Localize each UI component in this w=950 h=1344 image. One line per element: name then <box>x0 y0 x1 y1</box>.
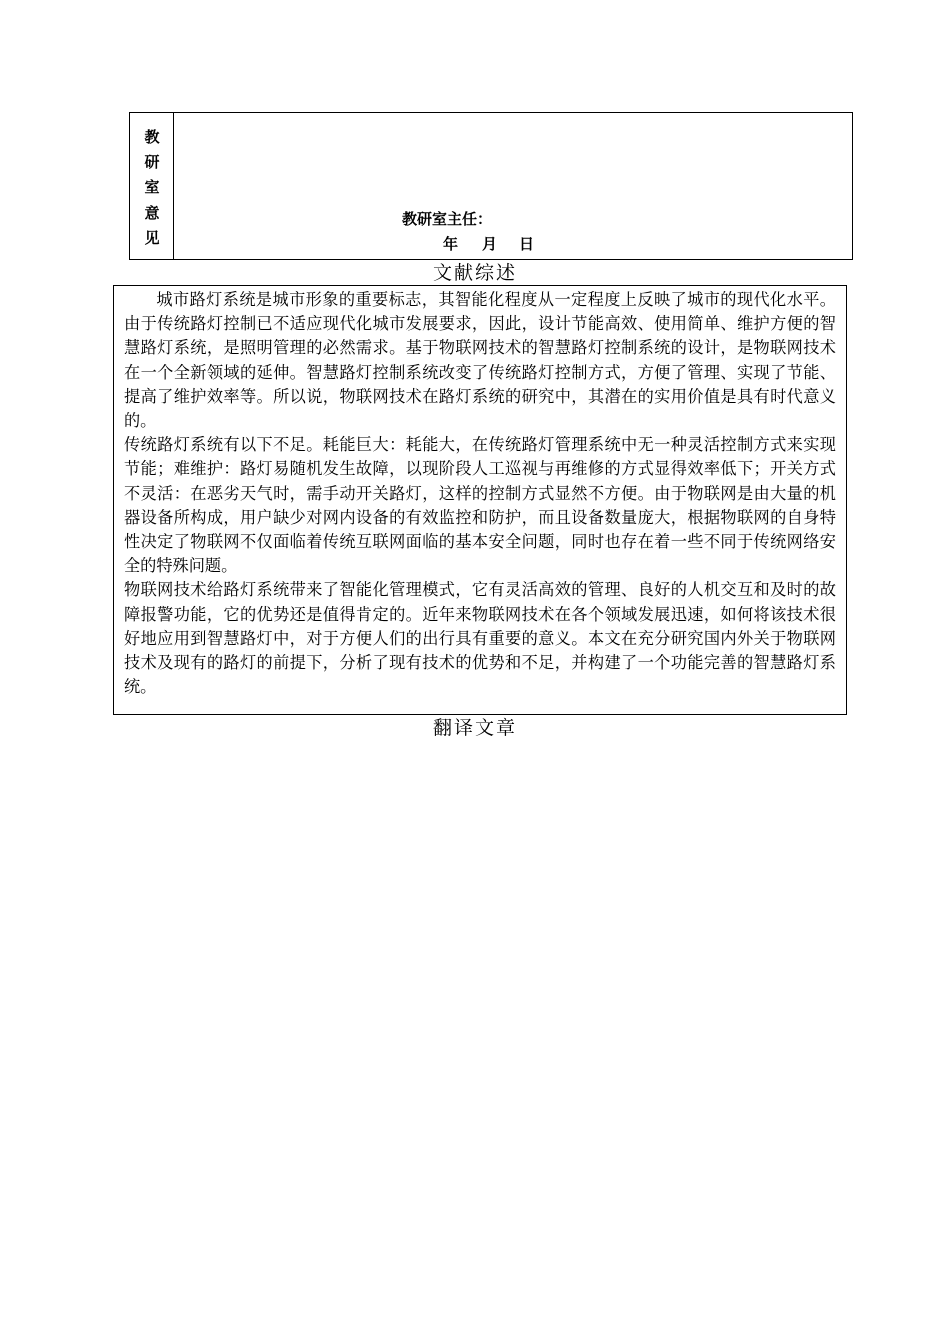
opinion-label-char: 见 <box>144 229 160 247</box>
opinion-label-char: 教 <box>144 128 160 146</box>
department-opinion-table <box>129 112 853 260</box>
director-signature-label: 教研室主任： <box>402 210 493 228</box>
literature-review-heading: 文献综述 <box>432 262 517 284</box>
opinion-label-char: 室 <box>144 178 160 196</box>
translation-heading: 翻译文章 <box>432 717 517 739</box>
literature-review-box <box>113 285 847 715</box>
review-paragraph: 城市路灯系统是城市形象的重要标志，其智能化程度从一定程度上反映了城市的现代化水平。由于传统路灯控制已不适应现代化城市发展要求，因此，设计节能高效、使用简单、维护方便的智慧路灯系统，是照明管理的必然需求。基于物联网技术的智慧路灯控制系统的设计，是物联网技术在一个全新领域的延伸。智慧路灯控制系统改变了传统路灯控制方式，方便了管理、实现了节能、提高了维护效率等。所以说，物联网技术在路灯系统的研究中，其潜在的实用价值是具有时代意义的。 <box>124 290 836 431</box>
review-paragraph: 物联网技术给路灯系统带来了智能化管理模式，它有灵活高效的管理、良好的人机交互和及时的故障报警功能，它的优势还是值得肯定的。近年来物联网技术在各个领域发展迅速，如何将该技术很好地应用到智慧路灯中，对于方便人们的出行具有重要的意义。本文在充分研究国内外关于物联网技术及现有的路灯的前提下，分析了现有技术的优势和不足，并构建了一个功能完善的智慧路灯系统。 <box>124 580 836 697</box>
review-paragraph: 传统路灯系统有以下不足。耗能巨大：耗能大，在传统路灯管理系统中无一种灵活控制方式来实现节能；难维护：路灯易随机发生故障，以现阶段人工巡视与再维修的方式显得效率低下；开关方式不灵活：在恶劣天气时，需手动开关路灯，这样的控制方式显然不方便。由于物联网是由大量的机器设备所构成，用户缺少对网内设备的有效监控和防护，而且设备数量庞大，根据物联网的自身特性决定了物联网不仅面临着传统互联网面临的基本安全问题，同时也存在着一些不同于传统网络安全的特殊问题。 <box>124 435 836 576</box>
date-year-label: 年 <box>443 235 459 253</box>
date-day-label: 日 <box>519 235 535 253</box>
opinion-label-char: 研 <box>144 153 160 171</box>
date-month-label: 月 <box>482 235 498 253</box>
opinion-label-char: 意 <box>144 204 160 222</box>
department-opinion-label-cell <box>130 113 174 259</box>
